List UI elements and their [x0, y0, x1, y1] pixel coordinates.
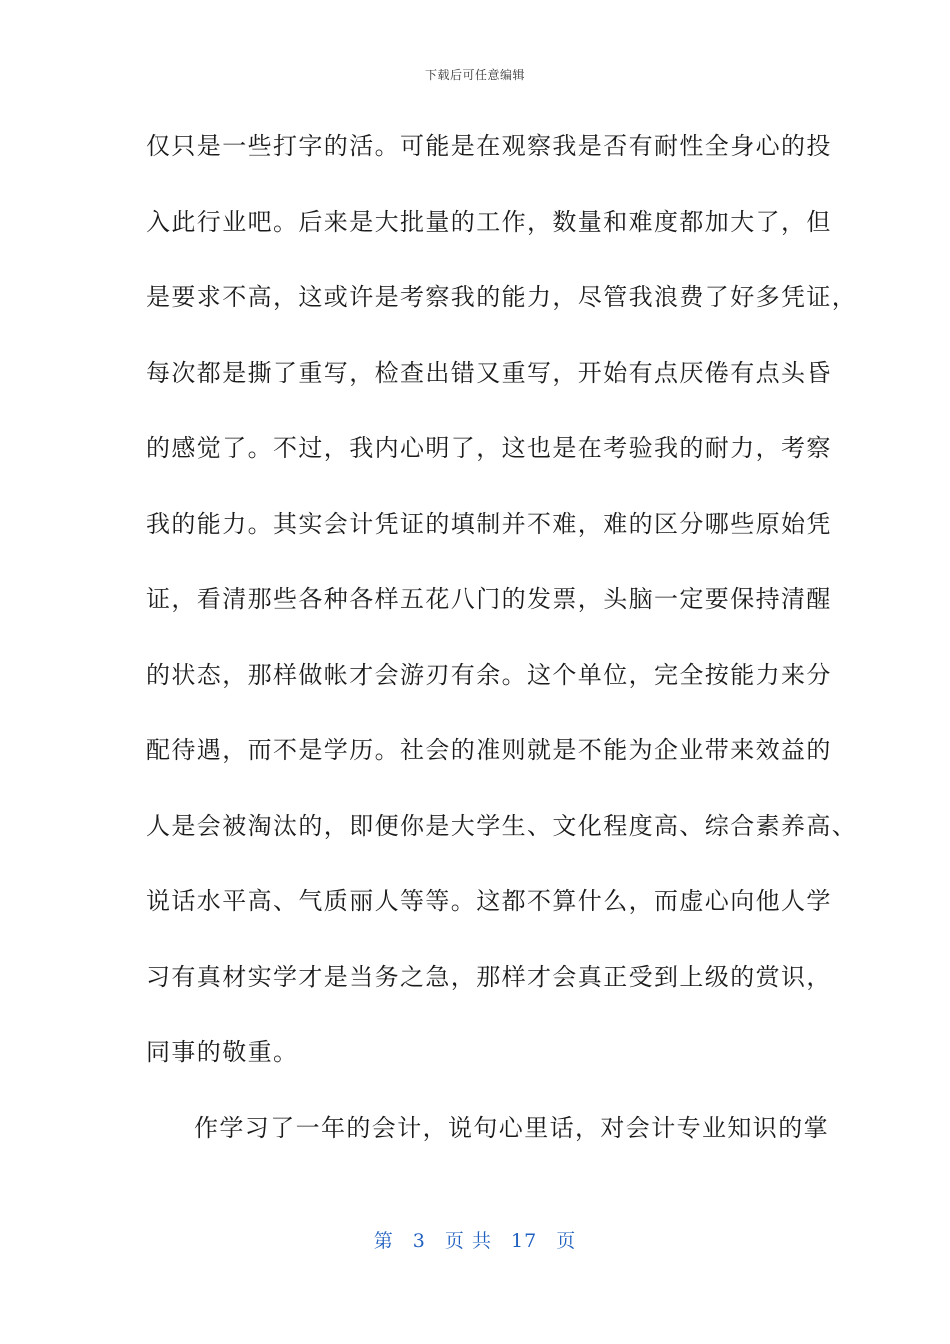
text-line: 的感觉了。不过，我内心明了，这也是在考验我的耐力，考察: [146, 434, 832, 462]
text-line: 入此行业吧。后来是大批量的工作，数量和难度都加大了，但: [146, 207, 832, 236]
text-line: 仅只是一些打字的活。可能是在观察我是否有耐性全身心的投: [146, 132, 832, 160]
text-line: 作学习了一年的会计，说句心里话，对会计专业知识的掌: [194, 1113, 829, 1142]
text-line: 同事的敬重。: [146, 1038, 299, 1066]
text-line: 人是会被淘汰的，即便你是大学生、文化程度高、综合素养高、: [146, 811, 858, 840]
text-line: 证，看清那些各种各样五花八门的发票，头脑一定要保持清醒: [146, 585, 832, 613]
text-line: 习有真材实学才是当务之急，那样才会真正受到上级的赏识，: [146, 962, 832, 991]
text-line: 每次都是撕了重写，检查出错又重写，开始有点厌倦有点头昏: [146, 358, 832, 387]
text-line: 是要求不高，这或许是考察我的能力，尽管我浪费了好多凭证，: [146, 283, 858, 311]
footer-total-pages: 17: [511, 1230, 538, 1252]
text-line: 的状态，那样做帐才会游刃有余。这个单位，完全按能力来分: [146, 660, 832, 689]
footer-prefix: 第: [373, 1230, 394, 1252]
text-line: 配待遇，而不是学历。社会的准则就是不能为企业带来效益的: [146, 736, 832, 764]
page-footer: [0, 1226, 950, 1253]
text-line: 说话水平高、气质丽人等等。这都不算什么，而虚心向他人学: [146, 887, 832, 915]
page-header: 下载后可任意编辑: [424, 68, 525, 82]
paragraph: [146, 120, 858, 1102]
paragraph: [146, 1102, 829, 1178]
document-body: [146, 120, 858, 1177]
footer-middle: 页 共: [444, 1230, 492, 1252]
footer-page-number: 3: [412, 1230, 426, 1252]
text-line: 我的能力。其实会计凭证的填制并不难，难的区分哪些原始凭: [146, 509, 832, 538]
footer-suffix: 页: [556, 1230, 577, 1252]
